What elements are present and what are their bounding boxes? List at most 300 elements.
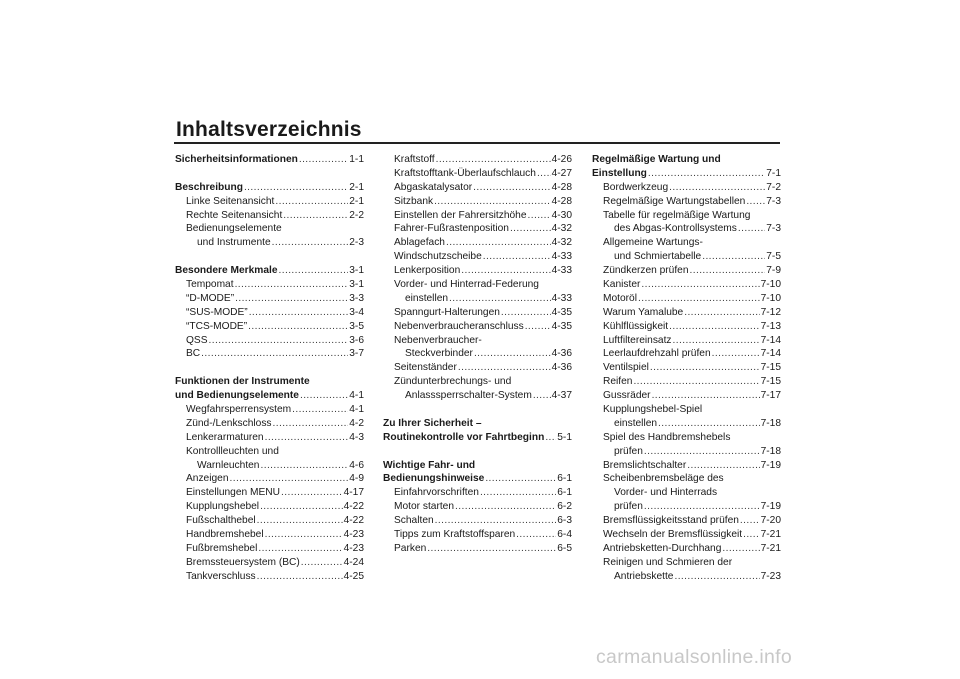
toc-entry[interactable] — [383, 334, 572, 348]
toc-entry-page: 6-5 — [557, 542, 572, 554]
toc-entry[interactable] — [592, 403, 781, 417]
toc-entry-page: 4-23 — [343, 529, 364, 541]
toc-entry[interactable] — [592, 181, 781, 195]
toc-entry[interactable] — [592, 250, 781, 264]
toc-entry[interactable] — [383, 250, 572, 264]
toc-entry-page: 3-3 — [349, 292, 364, 304]
toc-leader-dots — [257, 514, 343, 528]
toc-entry-title: Linke Seitenansicht — [186, 195, 275, 207]
toc-entry-title: Wichtige Fahr- und — [383, 459, 476, 471]
toc-entry-title: Scheibenbremsbeläge des — [603, 473, 724, 485]
toc-entry-page: 4-33 — [551, 265, 572, 277]
toc-entry[interactable] — [175, 556, 364, 570]
toc-entry[interactable] — [383, 222, 572, 236]
toc-leader-dots — [537, 167, 551, 181]
toc-entry[interactable] — [383, 417, 572, 431]
toc-entry[interactable] — [592, 195, 781, 209]
toc-entry[interactable] — [175, 334, 364, 348]
toc-entry-title: QSS — [186, 334, 208, 346]
toc-entry[interactable] — [592, 236, 781, 250]
toc-leader-dots — [260, 459, 348, 473]
toc-leader-dots — [658, 417, 760, 431]
toc-entry-title: Allgemeine Wartungs- — [603, 237, 703, 249]
toc-entry[interactable] — [592, 389, 781, 403]
toc-leader-dots — [455, 500, 556, 514]
toc-leader-dots — [279, 264, 349, 278]
toc-leader-dots — [533, 389, 551, 403]
toc-leader-dots — [474, 347, 551, 361]
toc-entry-title: Einstellung — [592, 167, 647, 179]
toc-entry-page: 4-22 — [343, 501, 364, 513]
toc-entry[interactable] — [383, 542, 572, 556]
toc-entry-title: Lenkerposition — [394, 265, 461, 277]
toc-entry[interactable] — [175, 528, 364, 542]
toc-entry[interactable] — [175, 431, 364, 445]
toc-entry[interactable] — [175, 445, 364, 459]
toc-leader-dots — [684, 306, 759, 320]
toc-entry-title: des Abgas-Kontrollsystems — [614, 223, 737, 235]
toc-leader-dots — [690, 264, 766, 278]
toc-leader-dots — [435, 514, 557, 528]
toc-entry-title: Bremslichtschalter — [603, 459, 687, 471]
toc-entry-title: Rechte Seitenansicht — [186, 209, 283, 221]
toc-entry-page: 4-32 — [551, 237, 572, 249]
toc-leader-dots — [436, 153, 551, 167]
toc-entry[interactable] — [592, 570, 781, 584]
toc-entry-page: 7-17 — [760, 390, 781, 402]
toc-entry-title: Einfahrvorschriften — [394, 487, 479, 499]
toc-entry-page: 7-3 — [766, 195, 781, 207]
toc-leader-dots — [275, 195, 348, 209]
toc-leader-dots — [740, 514, 760, 528]
toc-entry-title: Bedienungselemente — [186, 223, 282, 235]
toc-entry-title: Ventilspiel — [603, 362, 649, 374]
toc-entry[interactable] — [592, 431, 781, 445]
watermark: carmanualsonline.info — [596, 646, 792, 668]
toc-entry-page: 4-3 — [349, 431, 364, 443]
toc-leader-dots — [525, 320, 551, 334]
toc-entry[interactable] — [592, 556, 781, 570]
toc-entry-page: 7-23 — [760, 570, 781, 582]
toc-entry[interactable] — [383, 389, 572, 403]
toc-entry-title: Fußbremshebel — [186, 542, 258, 554]
toc-entry-title: Reifen — [603, 376, 633, 388]
toc-entry-page: 4-33 — [551, 292, 572, 304]
toc-leader-dots — [273, 417, 349, 431]
toc-leader-dots — [458, 361, 551, 375]
toc-entry[interactable] — [592, 459, 781, 473]
toc-entry-page: 4-35 — [551, 306, 572, 318]
toc-entry[interactable] — [592, 153, 781, 167]
toc-entry-page: 6-1 — [557, 487, 572, 499]
toc-leader-dots — [260, 500, 343, 514]
toc-leader-dots — [265, 431, 349, 445]
toc-entry-title: Regelmäßige Wartungstabellen — [603, 195, 746, 207]
toc-entry-title: Funktionen der Instrumente — [175, 376, 310, 388]
toc-entry-title: Kühlflüssigkeit — [603, 320, 669, 332]
toc-entry[interactable] — [383, 278, 572, 292]
title-rule — [174, 142, 780, 144]
toc-entry[interactable] — [175, 459, 364, 473]
toc-entry-page: 4-17 — [343, 487, 364, 499]
toc-entry-page: 7-10 — [760, 292, 781, 304]
toc-leader-dots — [299, 153, 348, 167]
toc-entry[interactable] — [592, 264, 781, 278]
toc-entry-title: Besondere Merkmale — [175, 265, 278, 277]
toc-leader-dots — [722, 542, 759, 556]
toc-entry[interactable] — [383, 361, 572, 375]
toc-entry-page: 7-12 — [760, 306, 781, 318]
toc-entry-page: 4-36 — [551, 362, 572, 374]
toc-entry[interactable] — [383, 195, 572, 209]
toc-entry-title: Zünd-/Lenkschloss — [186, 417, 272, 429]
toc-entry-title: Fußschalthebel — [186, 515, 256, 527]
toc-entry[interactable] — [383, 236, 572, 250]
toc-leader-dots — [669, 181, 765, 195]
toc-entry-page: 2-1 — [349, 181, 364, 193]
toc-entry[interactable] — [592, 278, 781, 292]
toc-entry[interactable] — [383, 320, 572, 334]
toc-leader-dots — [516, 528, 556, 542]
toc-column-2 — [383, 153, 572, 556]
toc-entry-page: 6-4 — [557, 529, 572, 541]
toc-spacer — [175, 250, 364, 264]
toc-leader-dots — [485, 472, 556, 486]
toc-entry-page: 3-6 — [349, 334, 364, 346]
toc-entry-title: Einstellungen MENU — [186, 487, 280, 499]
toc-entry-page: 4-25 — [343, 570, 364, 582]
toc-entry-page: 2-3 — [349, 237, 364, 249]
toc-entry-title: Anlasssperrschalter-System — [405, 390, 532, 402]
toc-entry-title: Sitzbank — [394, 195, 434, 207]
toc-entry[interactable] — [383, 459, 572, 473]
toc-leader-dots — [510, 222, 551, 236]
toc-entry[interactable] — [175, 389, 364, 403]
toc-leader-dots — [461, 264, 550, 278]
toc-entry[interactable] — [383, 153, 572, 167]
toc-entry-page: 4-37 — [551, 390, 572, 402]
toc-entry-title: Sicherheitsinformationen — [175, 153, 298, 165]
toc-entry-page: 7-18 — [760, 417, 781, 429]
toc-entry-page: 7-13 — [760, 320, 781, 332]
toc-leader-dots — [673, 334, 760, 348]
toc-entry-title: Leerlaufdrehzahl prüfen — [603, 348, 711, 360]
toc-leader-dots — [650, 361, 760, 375]
toc-entry[interactable] — [383, 514, 572, 528]
toc-entry-title: Beschreibung — [175, 181, 243, 193]
toc-entry-page: 7-5 — [766, 251, 781, 263]
toc-entry-page: 4-23 — [343, 542, 364, 554]
toc-entry-title: Regelmäßige Wartung und — [592, 153, 721, 165]
toc-entry-page: 7-9 — [766, 265, 781, 277]
toc-entry-title: “TCS-MODE” — [186, 320, 248, 332]
toc-entry-title: Motor starten — [394, 501, 455, 513]
toc-leader-dots — [648, 167, 765, 181]
toc-entry[interactable] — [175, 486, 364, 500]
toc-entry[interactable] — [592, 375, 781, 389]
toc-leader-dots — [300, 389, 348, 403]
toc-spacer — [383, 445, 572, 459]
toc-entry-page: 4-1 — [349, 390, 364, 402]
toc-entry[interactable] — [592, 320, 781, 334]
toc-entry-page: 7-19 — [760, 501, 781, 513]
toc-entry-page: 7-3 — [766, 223, 781, 235]
toc-entry-title: Tabelle für regelmäßige Wartung — [603, 209, 751, 221]
toc-entry-title: “SUS-MODE” — [186, 306, 248, 318]
toc-entry-title: Lenkerarmaturen — [186, 431, 264, 443]
toc-entry-page: 4-24 — [343, 556, 364, 568]
toc-entry-page: 4-32 — [551, 223, 572, 235]
toc-entry-title: Kupplungshebel — [186, 501, 260, 513]
toc-leader-dots — [446, 236, 551, 250]
toc-entry-page: 2-1 — [349, 195, 364, 207]
toc-entry[interactable] — [592, 500, 781, 514]
toc-entry-title: Antriebsketten-Durchhang — [603, 542, 722, 554]
toc-entry[interactable] — [175, 264, 364, 278]
toc-entry[interactable] — [383, 528, 572, 542]
toc-spacer — [175, 361, 364, 375]
toc-entry-title: prüfen — [614, 445, 643, 457]
toc-entry-page: 7-15 — [760, 362, 781, 374]
toc-leader-dots — [644, 445, 760, 459]
toc-entry-page: 7-2 — [766, 181, 781, 193]
toc-entry-title: “D-MODE” — [186, 292, 235, 304]
toc-entry[interactable] — [175, 347, 364, 361]
toc-entry-page: 7-1 — [766, 167, 781, 179]
toc-leader-dots — [480, 486, 556, 500]
toc-leader-dots — [473, 181, 550, 195]
toc-leader-dots — [249, 306, 349, 320]
toc-leader-dots — [449, 292, 551, 306]
toc-entry-title: Abgaskatalysator — [394, 181, 473, 193]
toc-entry-page: 7-14 — [760, 348, 781, 360]
toc-entry-title: prüfen — [614, 501, 643, 513]
toc-entry[interactable] — [592, 222, 781, 236]
toc-entry[interactable] — [175, 181, 364, 195]
toc-entry[interactable] — [592, 167, 781, 181]
toc-entry-page: 4-30 — [551, 209, 572, 221]
toc-entry-page: 3-7 — [349, 348, 364, 360]
toc-entry-page: 4-33 — [551, 251, 572, 263]
toc-entry-title: Tempomat — [186, 279, 234, 290]
toc-entry-page: 3-1 — [349, 279, 364, 290]
toc-entry[interactable] — [383, 375, 572, 389]
toc-entry-page: 4-1 — [349, 404, 364, 416]
toc-leader-dots — [235, 292, 348, 306]
toc-entry[interactable] — [383, 431, 572, 445]
toc-entry-title: Nebenverbraucheranschluss — [394, 320, 524, 332]
toc-spacer — [175, 167, 364, 181]
toc-entry-title: Vorder- und Hinterrads — [614, 487, 718, 499]
toc-entry[interactable] — [175, 278, 364, 292]
toc-entry-title: Luftfiltereinsatz — [603, 334, 672, 346]
toc-entry-title: Spanngurt-Halterungen — [394, 306, 500, 318]
toc-leader-dots — [272, 236, 349, 250]
toc-entry[interactable] — [175, 417, 364, 431]
toc-entry-title: Reinigen und Schmieren der — [603, 556, 733, 568]
toc-leader-dots — [301, 556, 343, 570]
toc-leader-dots — [483, 250, 551, 264]
toc-entry[interactable] — [175, 570, 364, 584]
toc-leader-dots — [257, 570, 343, 584]
toc-leader-dots — [248, 320, 348, 334]
toc-entry[interactable] — [175, 403, 364, 417]
toc-entry-page: 6-3 — [557, 515, 572, 527]
toc-entry-page: 3-1 — [349, 265, 364, 277]
toc-entry[interactable] — [592, 292, 781, 306]
toc-entry-title: Tankverschluss — [186, 570, 256, 582]
toc-leader-dots — [258, 542, 342, 556]
toc-leader-dots — [244, 181, 348, 195]
toc-entry-title: Kraftstofftank-Überlaufschlauch — [394, 167, 536, 179]
toc-entry-title: Warum Yamalube — [603, 306, 684, 318]
toc-entry[interactable] — [383, 500, 572, 514]
toc-entry-title: Kraftstoff — [394, 153, 435, 165]
toc-entry[interactable] — [592, 472, 781, 486]
toc-leader-dots — [201, 347, 348, 361]
toc-leader-dots — [669, 320, 759, 334]
toc-entry-page: 7-21 — [760, 542, 781, 554]
toc-leader-dots — [283, 209, 348, 223]
toc-entry-page: 4-27 — [551, 167, 572, 179]
toc-entry-page: 4-28 — [551, 195, 572, 207]
toc-entry-title: Seitenständer — [394, 362, 457, 374]
toc-entry-title: Warnleuchten — [197, 459, 260, 471]
toc-entry-page: 7-21 — [760, 529, 781, 541]
toc-entry-page: 7-14 — [760, 334, 781, 346]
toc-entry-page: 2-2 — [349, 209, 364, 221]
toc-leader-dots — [235, 278, 349, 292]
toc-entry[interactable] — [592, 209, 781, 223]
toc-entry[interactable] — [175, 236, 364, 250]
toc-entry-page: 7-19 — [760, 459, 781, 471]
toc-entry-title: einstellen — [405, 292, 449, 304]
toc-leader-dots — [641, 278, 759, 292]
toc-entry[interactable] — [175, 292, 364, 306]
toc-entry[interactable] — [383, 486, 572, 500]
toc-entry-title: Kupplungshebel-Spiel — [603, 404, 703, 416]
toc-entry-title: Fahrer-Fußrastenposition — [394, 223, 509, 235]
toc-leader-dots — [545, 431, 556, 445]
toc-entry[interactable] — [175, 306, 364, 320]
toc-leader-dots — [281, 486, 343, 500]
toc-column-3 — [592, 153, 781, 584]
toc-entry-title: BC — [186, 348, 201, 360]
toc-entry-page: 7-20 — [760, 515, 781, 527]
toc-entry[interactable] — [592, 542, 781, 556]
toc-entry-title: einstellen — [614, 417, 658, 429]
toc-entry[interactable] — [175, 153, 364, 167]
toc-entry-page: 3-5 — [349, 320, 364, 332]
toc-entry[interactable] — [175, 542, 364, 556]
toc-entry[interactable] — [175, 472, 364, 486]
toc-leader-dots — [687, 459, 759, 473]
toc-entry-page: 4-6 — [349, 459, 364, 471]
toc-leader-dots — [501, 306, 551, 320]
toc-entry[interactable] — [592, 417, 781, 431]
toc-entry-page: 7-10 — [760, 279, 781, 290]
toc-entry[interactable] — [383, 181, 572, 195]
toc-entry-page: 6-1 — [557, 473, 572, 485]
toc-entry[interactable] — [175, 195, 364, 209]
toc-entry-title: Bordwerkzeug — [603, 181, 669, 193]
toc-entry-title: Vorder- und Hinterrad-Federung — [394, 279, 539, 290]
toc-entry-title: Kontrollleuchten und — [186, 445, 279, 457]
toc-leader-dots — [434, 195, 551, 209]
toc-entry[interactable] — [175, 500, 364, 514]
toc-leader-dots — [702, 250, 765, 264]
toc-entry-page: 1-1 — [349, 153, 364, 165]
toc-leader-dots — [638, 292, 760, 306]
toc-entry-title: Routinekontrolle vor Fahrtbeginn — [383, 431, 545, 443]
toc-entry-title: Schalten — [394, 515, 434, 527]
toc-entry-title: und Schmiertabelle — [614, 251, 702, 263]
toc-entry-title: Kanister — [603, 279, 641, 290]
toc-entry[interactable] — [383, 472, 572, 486]
toc-entry-title: Spiel des Handbremshebels — [603, 431, 731, 443]
toc-entry-page: 4-28 — [551, 181, 572, 193]
toc-entry[interactable] — [592, 486, 781, 500]
toc-entry-page: 4-2 — [349, 417, 364, 429]
toc-leader-dots — [265, 528, 343, 542]
toc-entry[interactable] — [383, 292, 572, 306]
toc-leader-dots — [652, 389, 760, 403]
toc-entry[interactable] — [592, 445, 781, 459]
toc-entry[interactable] — [592, 347, 781, 361]
toc-leader-dots — [674, 570, 759, 584]
toc-entry-title: Antriebskette — [614, 570, 674, 582]
toc-entry-title: Wechseln der Bremsflüssigkeit — [603, 529, 743, 541]
toc-leader-dots — [738, 222, 765, 236]
toc-entry[interactable] — [592, 528, 781, 542]
toc-entry[interactable] — [383, 167, 572, 181]
toc-entry[interactable] — [175, 222, 364, 236]
toc-entry-page: 4-9 — [349, 473, 364, 485]
toc-entry-title: Parken — [394, 542, 427, 554]
toc-entry[interactable] — [175, 375, 364, 389]
toc-entry-title: und Bedienungselemente — [175, 390, 299, 402]
toc-entry[interactable] — [592, 514, 781, 528]
toc-entry[interactable] — [592, 334, 781, 348]
toc-leader-dots — [292, 403, 348, 417]
toc-entry-page: 4-36 — [551, 348, 572, 360]
toc-entry-page: 5-1 — [557, 431, 572, 443]
toc-entry-page: 4-35 — [551, 320, 572, 332]
toc-entry[interactable] — [175, 320, 364, 334]
toc-entry-title: Bremssteuersystem (BC) — [186, 556, 300, 568]
toc-entry-page: 3-4 — [349, 306, 364, 318]
toc-entry[interactable] — [383, 264, 572, 278]
toc-entry-page: 4-22 — [343, 515, 364, 527]
toc-entry[interactable] — [383, 209, 572, 223]
toc-entry[interactable] — [383, 306, 572, 320]
toc-entry[interactable] — [592, 361, 781, 375]
toc-entry-title: Bedienungshinweise — [383, 473, 485, 485]
toc-entry-title: Bremsflüssigkeitsstand prüfen — [603, 515, 739, 527]
toc-entry[interactable] — [592, 306, 781, 320]
toc-leader-dots — [712, 347, 760, 361]
toc-entry[interactable] — [383, 347, 572, 361]
toc-entry-title: Steckverbinder — [405, 348, 473, 360]
toc-entry[interactable] — [175, 514, 364, 528]
toc-entry[interactable] — [175, 209, 364, 223]
toc-spacer — [383, 403, 572, 417]
toc-entry-title: Windschutzscheibe — [394, 251, 482, 263]
toc-leader-dots — [633, 375, 759, 389]
toc-entry-title: Zu Ihrer Sicherheit – — [383, 417, 482, 429]
page-title: Inhaltsverzeichnis — [176, 118, 362, 141]
toc-entry-title: Handbremshebel — [186, 529, 264, 541]
